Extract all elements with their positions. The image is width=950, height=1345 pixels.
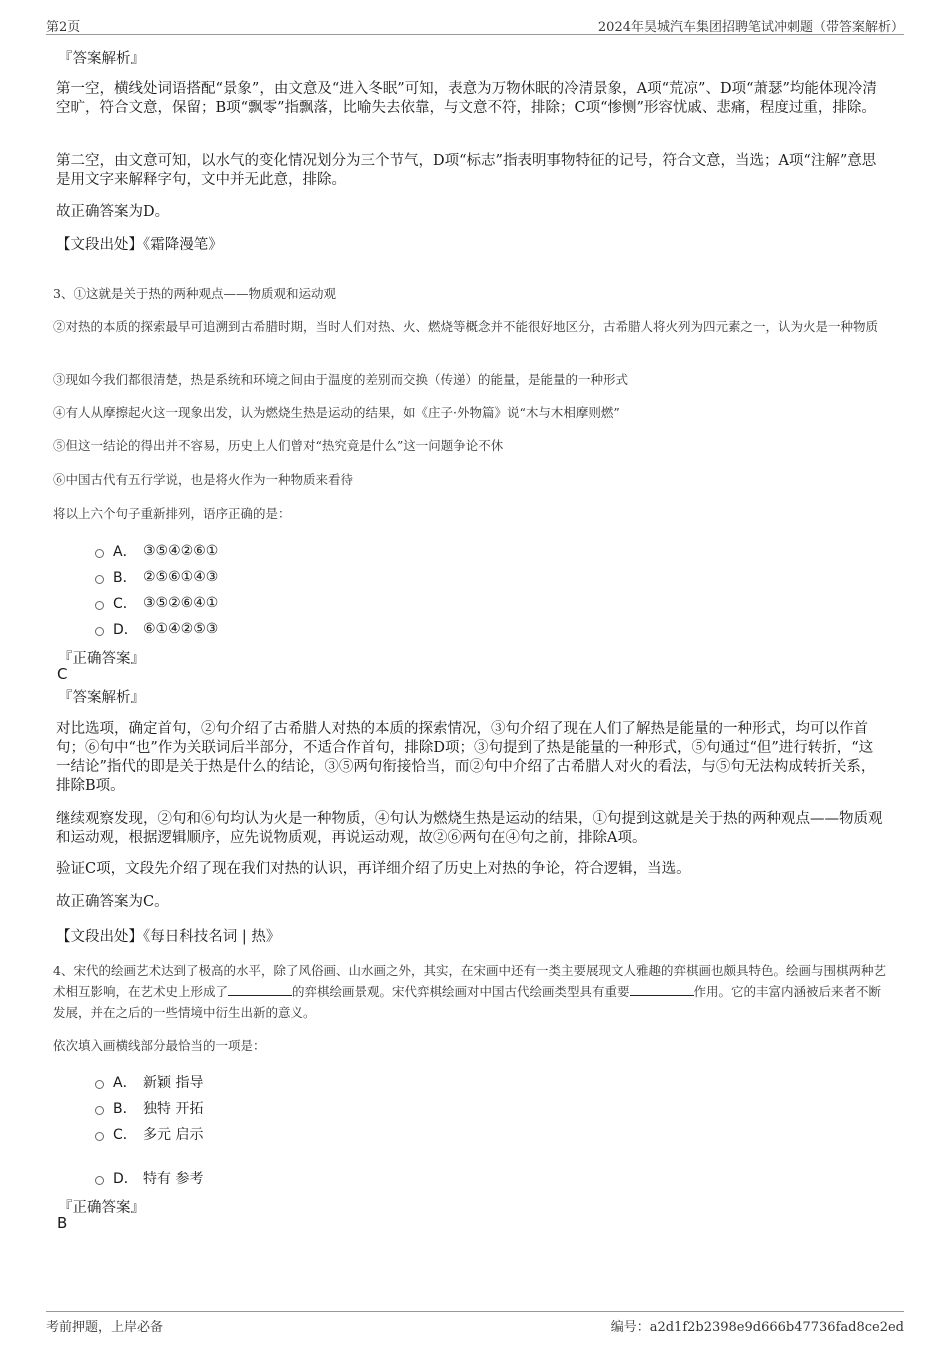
fill-blank bbox=[630, 983, 694, 996]
q3-option-c[interactable] bbox=[95, 593, 218, 613]
option-letter: A． bbox=[113, 544, 137, 560]
option-text: ③⑤④②⑥① bbox=[143, 543, 219, 559]
option-text: 多元 启示 bbox=[143, 1127, 204, 1143]
q3-source: 【文段出处】《每日科技名词 | 热》 bbox=[56, 929, 281, 945]
q2-conclusion: 故正确答案为D。 bbox=[56, 204, 170, 220]
option-text: 独特 开拓 bbox=[143, 1101, 204, 1117]
page-footer bbox=[46, 1311, 904, 1334]
footer-slogan: 考前押题，上岸必备 bbox=[46, 1320, 164, 1335]
q3-sentence-1: 3、①这就是关于热的两种观点——物质观和运动观 bbox=[53, 286, 336, 301]
q4-answer: B bbox=[57, 1214, 68, 1232]
option-letter: B． bbox=[113, 570, 137, 586]
q3-analysis-p1: 对比选项，确定首句，②句介绍了古希腊人对热的本质的探索情况，③句介绍了现在人们了解热是能量的一种形式，均可以作首句；⑥句中“也”作为关联词后半部分，不适合作首句，排除D项；③句提到了热是能量的一种形式，⑤句通过“但”进行转折，“这一结论”指代的即是关于热是什么的结论，③⑤两句衔接恰当，而②句中介绍了古希腊人对火的看法，与⑤句无法构成转折关系，排除B项。 bbox=[56, 721, 876, 794]
q3-sentence-3: ③现如今我们都很清楚，热是系统和环境之间由于温度的差别而交换（传递）的能量，是能量的一种形式 bbox=[53, 372, 629, 387]
q2-analysis-p1: 第一空，横线处词语搭配“景象”，由文意及“进入冬眠”可知，表意为万物休眠的冷清景象，A项“荒凉”、D项“萧瑟”均能体现冷清空旷，符合文意，保留；B项“飘零”指飘落，比喻失去依靠，与文意不符，排除；C项“惨恻”形容忧戚、悲痛，程度过重，排除。 bbox=[56, 81, 877, 116]
q3-option-d[interactable] bbox=[95, 619, 218, 639]
q4-option-c[interactable] bbox=[95, 1124, 203, 1144]
fill-blank bbox=[228, 983, 292, 996]
option-letter: D． bbox=[113, 622, 138, 638]
document-title: 2024年昊城汽车集团招聘笔试冲刺题（带答案解析） bbox=[597, 20, 904, 35]
q4-stem-part1: 4、宋代的绘画艺术达到了极高的水平，除了风俗画、山水画之外，其实，在宋画中还有一类主要展现文人雅趣的弈棋画也颇具特色。绘画与围棋两种艺术相互影响，在艺术史上形成了 bbox=[53, 963, 886, 999]
option-letter: B． bbox=[113, 1101, 137, 1117]
q4-answer-tag: 『正确答案』 bbox=[58, 1200, 145, 1216]
q4-stem-part3: 作用。它的丰富内涵被后来者不断发展，并在之后的一些情境中衍生出新的意义。 bbox=[53, 984, 882, 1020]
q3-sentence-4: ④有人从摩擦起火这一现象出发，认为燃烧生热是运动的结果，如《庄子·外物篇》说“木与木相摩则燃” bbox=[53, 405, 620, 420]
radio-icon[interactable] bbox=[95, 601, 104, 610]
q3-analysis-tag: 『答案解析』 bbox=[58, 690, 145, 706]
option-text: ②⑤⑥①④③ bbox=[143, 569, 219, 585]
option-letter: C． bbox=[113, 596, 137, 612]
page-number: 第2页 bbox=[46, 20, 81, 35]
option-letter: C． bbox=[113, 1127, 137, 1143]
radio-icon[interactable] bbox=[95, 1132, 104, 1141]
option-letter: A． bbox=[113, 1075, 137, 1091]
q3-sentence-5: ⑤但这一结论的得出并不容易，历史上人们曾对“热究竟是什么”这一问题争论不休 bbox=[53, 438, 504, 453]
q3-option-a[interactable] bbox=[95, 541, 218, 561]
radio-icon[interactable] bbox=[95, 575, 104, 584]
q2-analysis-tag: 『答案解析』 bbox=[58, 51, 145, 67]
q3-analysis-p2: 继续观察发现，②句和⑥句均认为火是一种物质，④句认为燃烧生热是运动的结果，①句提到这就是关于热的两种观点——物质观和运动观，根据逻辑顺序，应先说物质观，再说运动观，故②⑥两句在④句之前，排除A项。 bbox=[56, 811, 883, 846]
q3-answer-tag: 『正确答案』 bbox=[58, 651, 145, 667]
q4-option-b[interactable] bbox=[95, 1098, 203, 1118]
option-text: 特有 参考 bbox=[143, 1171, 204, 1187]
q3-answer: C bbox=[57, 665, 68, 683]
option-text: 新颖 指导 bbox=[143, 1075, 204, 1091]
q2-analysis-p2: 第二空，由文意可知，以水气的变化情况划分为三个节气，D项“标志”指表明事物特征的记号，符合文意，当选；A项“注解”意思是用文字来解释字句，文中并无此意，排除。 bbox=[56, 153, 877, 188]
q3-prompt: 将以上六个句子重新排列，语序正确的是： bbox=[53, 506, 291, 521]
q4-stem bbox=[53, 960, 889, 1023]
q3-sentence-2: ②对热的本质的探索最早可追溯到古希腊时期，当时人们对热、火、燃烧等概念并不能很好地区分，古希腊人将火列为四元素之一，认为火是一种物质 bbox=[53, 319, 879, 334]
document-id: 编号：a2d1f2b2398e9d666b47736fad8ce2ed bbox=[610, 1320, 904, 1335]
q3-sentence-6: ⑥中国古代有五行学说，也是将火作为一种物质来看待 bbox=[53, 472, 354, 487]
radio-icon[interactable] bbox=[95, 627, 104, 636]
q4-stem-part2: 的弈棋绘画景观。宋代弈棋绘画对中国古代绘画类型具有重要 bbox=[292, 984, 630, 999]
q3-analysis-p3: 验证C项，文段先介绍了现在我们对热的认识，再详细介绍了历史上对热的争论，符合逻辑，当选。 bbox=[56, 861, 691, 877]
radio-icon[interactable] bbox=[95, 1106, 104, 1115]
q4-option-a[interactable] bbox=[95, 1072, 203, 1092]
q3-conclusion: 故正确答案为C。 bbox=[56, 894, 169, 910]
q3-option-b[interactable] bbox=[95, 567, 218, 587]
q4-option-d[interactable] bbox=[95, 1168, 203, 1188]
radio-icon[interactable] bbox=[95, 1080, 104, 1089]
option-text: ⑥①④②⑤③ bbox=[143, 621, 219, 637]
q4-prompt: 依次填入画横线部分最恰当的一项是： bbox=[53, 1038, 266, 1053]
page-header bbox=[46, 14, 904, 35]
radio-icon[interactable] bbox=[95, 549, 104, 558]
option-letter: D． bbox=[113, 1171, 138, 1187]
q2-source: 【文段出处】《霜降漫笔》 bbox=[56, 237, 223, 253]
radio-icon[interactable] bbox=[95, 1176, 104, 1185]
option-text: ③⑤②⑥④① bbox=[143, 595, 219, 611]
